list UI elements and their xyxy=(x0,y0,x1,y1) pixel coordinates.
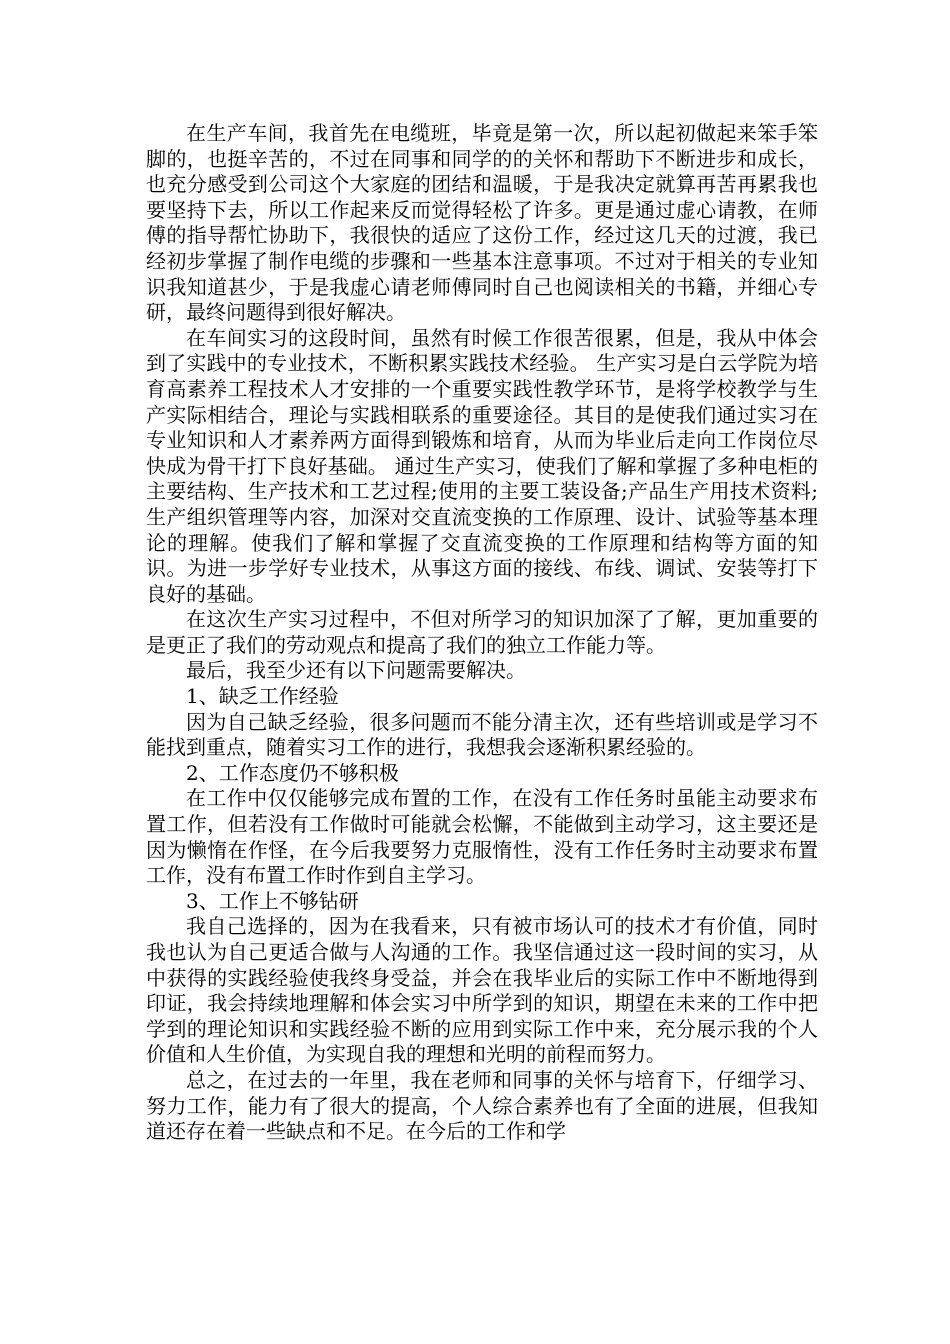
document-body xyxy=(146,121,818,1145)
section-heading: 2、工作态度仍不够积极 xyxy=(186,760,399,785)
paragraph: 总之，在过去的一年里，我在老师和同事的关怀与培育下，仔细学习、努力工作，能力有了很大的提高，个人综合素养也有了全面的进展，但我知道还存在着一些缺点和不足。在今后的工作和学 xyxy=(146,1067,818,1144)
section-heading: 3、工作上不够钻研 xyxy=(186,888,359,913)
paragraph: 在生产车间，我首先在电缆班，毕竟是第一次，所以起初做起来笨手笨脚的，也挺辛苦的，不过在同事和同学的的关怀和帮助下不断进步和成长，也充分感受到公司这个大家庭的团结和温暖，于是我决定就算再苦再累我也要坚持下去，所以工作起来反而觉得轻松了许多。更是通过虚心请教，在师傅的指导帮忙协助下，我很快的适应了这份工作，经过这几天的过渡，我已经初步掌握了制作电缆的步骤和一些基本注意事项。不过对于相关的专业知识我知道甚少，于是我虚心请老师傅同时自己也阅读相关的书籍，并细心专研，最终问题得到很好解决。 xyxy=(146,121,818,325)
paragraph: 在车间实习的这段时间，虽然有时候工作很苦很累，但是，我从中体会到了实践中的专业技术，不断积累实践技术经验。 生产实习是白云学院为培育高素养工程技术人才安排的一个重要实践性教学环节，是将学校教学与生产实际相结合，理论与实践相联系的重要途径。其目的是使我们通过实习在专业知识和人才素养两方面得到锻炼和培育，从而为毕业后走向工作岗位尽快成为骨干打下良好基础。 通过生产实习，使我们了解和掌握了多种电柜的主要结构、生产技术和工艺过程;使用的主要工装设备;产品生产用技术资料;生产组织管理等内容，加深对交直流变换的工作原理、设计、试验等基本理论的理解。使我们了解和掌握了交直流变换的工作原理和结构等方面的知识。为进一步学好专业技术，从事这方面的接线、布线、调试、安装等打下良好的基础。 xyxy=(146,325,818,606)
section-heading: 1、缺乏工作经验 xyxy=(186,684,339,709)
paragraph: 我自己选择的，因为在我看来，只有被市场认可的技术才有价值，同时我也认为自己更适合做与人沟通的工作。我坚信通过这一段时间的实习，从中获得的实践经验使我终身受益，并会在我毕业后的实际工作中不断地得到印证，我会持续地理解和体会实习中所学到的知识，期望在未来的工作中把学到的理论知识和实践经验不断的应用到实际工作中来，充分展示我的个人价值和人生价值，为实现自我的理想和光明的前程而努力。 xyxy=(146,914,818,1067)
paragraph: 在工作中仅仅能够完成布置的工作，在没有工作任务时虽能主动要求布置工作，但若没有工作做时可能就会松懈，不能做到主动学习，这主要还是因为懒惰在作怪，在今后我要努力克服惰性，没有工作任务时主动要求布置工作，没有布置工作时作到自主学习。 xyxy=(146,786,818,888)
paragraph: 因为自己缺乏经验，很多问题而不能分清主次，还有些培训或是学习不能找到重点，随着实习工作的进行，我想我会逐渐积累经验的。 xyxy=(146,709,818,760)
paragraph: 在这次生产实习过程中，不但对所学习的知识加深了了解，更加重要的是更正了我们的劳动观点和提高了我们的独立工作能力等。 xyxy=(146,607,818,657)
paragraph: 最后，我至少还有以下问题需要解决。 xyxy=(186,658,526,683)
